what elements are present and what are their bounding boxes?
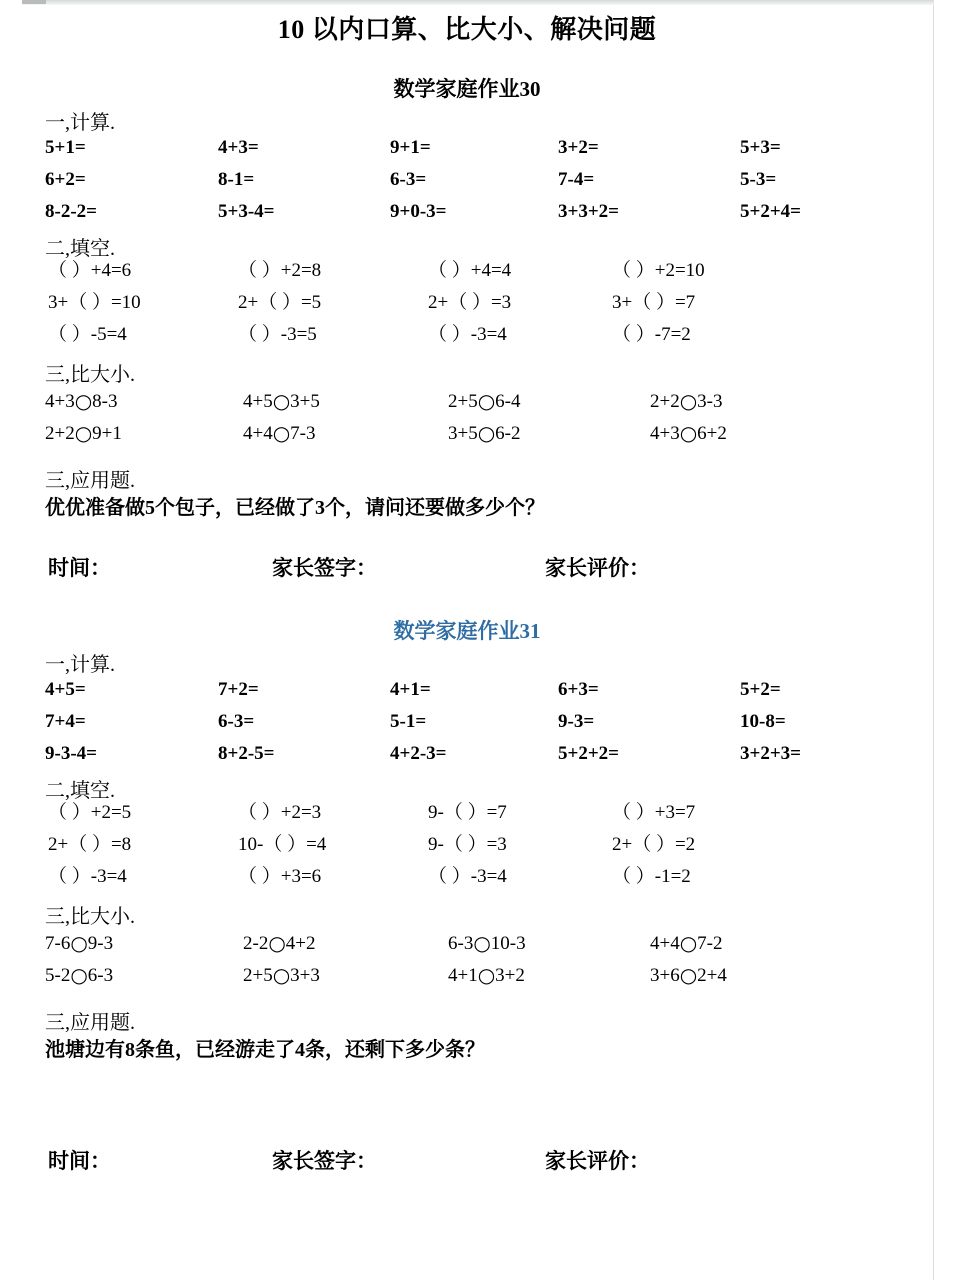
- compare-right-expression: 9+1: [92, 423, 122, 444]
- footer-row: [0, 1145, 934, 1175]
- compare-circle-icon[interactable]: ○: [679, 931, 698, 955]
- calculation-item: 5+2+4=: [740, 201, 801, 222]
- compare-item: [448, 388, 521, 415]
- compare-left-expression: 2+5: [243, 965, 273, 986]
- calculation-item: 5+2=: [740, 679, 781, 700]
- fill-blank-item: （ ）-3=4: [428, 324, 507, 345]
- calculation-row: [0, 135, 934, 161]
- word-problem-text-2: 池塘边有8条鱼，已经游走了4条，还剩下多少条？: [45, 1039, 485, 1061]
- calculation-item: 6+3=: [558, 679, 599, 700]
- calculation-row: [0, 741, 934, 767]
- compare-item: [448, 962, 525, 989]
- compare-right-expression: 6-2: [495, 423, 521, 444]
- footer-field: 家长签字：: [272, 556, 377, 580]
- calculation-item: 4+3=: [218, 137, 259, 158]
- fill-blank-item: （ ）-3=4: [428, 866, 507, 887]
- compare-left-expression: 2+5: [448, 391, 478, 412]
- section-heading-calculation-2: 一,计算.: [45, 654, 115, 676]
- compare-circle-icon[interactable]: ○: [74, 389, 93, 413]
- compare-right-expression: 7-3: [290, 423, 316, 444]
- compare-circle-icon[interactable]: ○: [679, 963, 698, 987]
- calculation-item: 9-3-4=: [45, 743, 97, 764]
- compare-circle-icon[interactable]: ○: [272, 389, 291, 413]
- compare-row: [0, 420, 934, 446]
- compare-left-expression: 2-2: [243, 933, 269, 954]
- footer-field: 时间：: [48, 556, 111, 580]
- fill-blank-row: [0, 290, 934, 316]
- compare-right-expression: 6+2: [697, 423, 727, 444]
- footer-field: 时间：: [48, 1149, 111, 1173]
- compare-right-expression: 8-3: [92, 391, 118, 412]
- compare-right-expression: 3+3: [290, 965, 320, 986]
- calculation-row: [0, 709, 934, 735]
- fill-blank-row: [0, 832, 934, 858]
- compare-left-expression: 2+2: [45, 423, 75, 444]
- calculation-item: 7+4=: [45, 711, 86, 732]
- compare-right-expression: 6-4: [495, 391, 521, 412]
- word-problem-text-1: 优优准备做5个包子，已经做了3个，请问还要做多少个？: [45, 497, 545, 519]
- compare-left-expression: 4+4: [243, 423, 273, 444]
- fill-blank-item: （ ）+3=6: [238, 866, 322, 887]
- compare-row: [0, 962, 934, 988]
- compare-right-expression: 3-3: [697, 391, 723, 412]
- calculation-item: 4+5=: [45, 679, 86, 700]
- fill-blank-item: （ ）+4=4: [428, 260, 512, 281]
- compare-right-expression: 3+5: [290, 391, 320, 412]
- compare-circle-icon[interactable]: ○: [74, 421, 93, 445]
- compare-item: [650, 930, 723, 957]
- calculation-item: 5-3=: [740, 169, 777, 190]
- compare-left-expression: 4+4: [650, 933, 680, 954]
- fill-blank-row: [0, 864, 934, 890]
- calculation-item: 8+2-5=: [218, 743, 275, 764]
- compare-left-expression: 3+6: [650, 965, 680, 986]
- footer-field: 家长评价：: [545, 556, 650, 580]
- compare-row: [0, 930, 934, 956]
- compare-left-expression: 4+3: [650, 423, 680, 444]
- section-heading-word-problem-2: 三,应用题.: [45, 1012, 135, 1034]
- fill-blank-item: 3+（ ）=7: [612, 292, 696, 313]
- compare-circle-icon[interactable]: ○: [272, 421, 291, 445]
- fill-blank-item: （ ）+3=7: [612, 802, 696, 823]
- fill-blank-item: 2+（ ）=3: [428, 292, 512, 313]
- calculation-item: 4+2-3=: [390, 743, 447, 764]
- fill-blank-item: 9-（ ）=3: [428, 834, 507, 855]
- calculation-item: 6+2=: [45, 169, 86, 190]
- calculation-item: 3+3+2=: [558, 201, 619, 222]
- footer-row: [0, 552, 934, 582]
- calculation-item: 8-1=: [218, 169, 255, 190]
- calculation-row: [0, 167, 934, 193]
- compare-item: [448, 420, 521, 447]
- calculation-item: 8-2-2=: [45, 201, 97, 222]
- section-heading-fill-blank-1: 二,填空.: [45, 238, 115, 260]
- compare-item: [650, 388, 723, 415]
- compare-item: [45, 420, 122, 447]
- fill-blank-item: （ ）+2=5: [48, 802, 132, 823]
- compare-item: [243, 930, 316, 957]
- section-heading-compare-1: 三,比大小.: [45, 364, 135, 386]
- compare-item: [243, 962, 320, 989]
- fill-blank-item: 2+（ ）=5: [238, 292, 322, 313]
- section-heading-fill-blank-2: 二,填空.: [45, 780, 115, 802]
- page-corner-marker: [22, 0, 46, 4]
- compare-left-expression: 3+5: [448, 423, 478, 444]
- calculation-item: 5+2+2=: [558, 743, 619, 764]
- calculation-item: 3+2+3=: [740, 743, 801, 764]
- compare-item: [243, 420, 316, 447]
- compare-item: [45, 388, 118, 415]
- worksheet-title-2: 数学家庭作业31: [393, 619, 541, 643]
- compare-circle-icon[interactable]: ○: [679, 389, 698, 413]
- compare-circle-icon[interactable]: ○: [477, 421, 496, 445]
- fill-blank-item: 10-（ ）=4: [238, 834, 327, 855]
- compare-right-expression: 9-3: [87, 933, 114, 954]
- fill-blank-item: （ ）+4=6: [48, 260, 132, 281]
- compare-circle-icon[interactable]: ○: [473, 931, 491, 955]
- calculation-item: 4+1=: [390, 679, 431, 700]
- calculation-item: 9+0-3=: [390, 201, 447, 222]
- calculation-item: 6-3=: [390, 169, 427, 190]
- calculation-row: [0, 677, 934, 703]
- fill-blank-row: [0, 800, 934, 826]
- footer-field: 家长评价：: [545, 1149, 650, 1173]
- compare-circle-icon[interactable]: ○: [268, 931, 286, 955]
- footer-field: 家长签字：: [272, 1149, 377, 1173]
- compare-left-expression: 6-3: [448, 933, 474, 954]
- compare-circle-icon[interactable]: ○: [477, 963, 496, 987]
- calculation-item: 5+1=: [45, 137, 86, 158]
- fill-blank-item: （ ）-3=4: [48, 866, 127, 887]
- fill-blank-item: 2+（ ）=2: [612, 834, 696, 855]
- compare-circle-icon[interactable]: ○: [477, 389, 496, 413]
- calculation-item: 9-3=: [558, 711, 595, 732]
- compare-right-expression: 6-3: [87, 965, 114, 986]
- fill-blank-item: 3+（ ）=10: [48, 292, 141, 313]
- fill-blank-item: （ ）-1=2: [612, 866, 691, 887]
- section-heading-calculation-1: 一,计算.: [45, 112, 115, 134]
- compare-right-expression: 7-2: [697, 933, 723, 954]
- calculation-item: 3+2=: [558, 137, 599, 158]
- compare-item: [650, 420, 727, 447]
- compare-item: [45, 962, 113, 989]
- calculation-item: 7+2=: [218, 679, 259, 700]
- compare-right-expression: 4+2: [285, 933, 316, 954]
- section-heading-compare-2: 三,比大小.: [45, 906, 135, 928]
- compare-left-expression: 7-6: [45, 933, 71, 954]
- compare-item: [448, 930, 526, 957]
- compare-left-expression: 4+1: [448, 965, 478, 986]
- compare-right-expression: 10-3: [490, 933, 526, 954]
- calculation-item: 9+1=: [390, 137, 431, 158]
- section-heading-word-problem-1: 三,应用题.: [45, 470, 135, 492]
- fill-blank-item: （ ）+2=3: [238, 802, 322, 823]
- compare-item: [650, 962, 727, 989]
- worksheet-title-1: 数学家庭作业30: [393, 77, 541, 101]
- fill-blank-item: （ ）-7=2: [612, 324, 691, 345]
- page-title: 10 以内口算、比大小、解决问题: [277, 15, 657, 44]
- calculation-row: [0, 199, 934, 225]
- compare-circle-icon[interactable]: ○: [70, 963, 88, 987]
- calculation-item: 5-1=: [390, 711, 427, 732]
- fill-blank-row: [0, 258, 934, 284]
- calculation-item: 7-4=: [558, 169, 595, 190]
- fill-blank-item: 2+（ ）=8: [48, 834, 132, 855]
- fill-blank-item: （ ）+2=10: [612, 260, 705, 281]
- page-top-edge: [22, 0, 934, 5]
- compare-left-expression: 2+2: [650, 391, 680, 412]
- compare-right-expression: 3+2: [495, 965, 525, 986]
- fill-blank-item: 9-（ ）=7: [428, 802, 507, 823]
- calculation-item: 5+3=: [740, 137, 781, 158]
- compare-circle-icon[interactable]: ○: [679, 421, 698, 445]
- fill-blank-row: [0, 322, 934, 348]
- compare-circle-icon[interactable]: ○: [272, 963, 291, 987]
- compare-left-expression: 4+3: [45, 391, 75, 412]
- compare-left-expression: 4+5: [243, 391, 273, 412]
- compare-left-expression: 5-2: [45, 965, 71, 986]
- compare-item: [45, 930, 113, 957]
- compare-right-expression: 2+4: [697, 965, 727, 986]
- fill-blank-item: （ ）-5=4: [48, 324, 127, 345]
- calculation-item: 5+3-4=: [218, 201, 275, 222]
- compare-item: [243, 388, 320, 415]
- calculation-item: 10-8=: [740, 711, 786, 732]
- fill-blank-item: （ ）-3=5: [238, 324, 317, 345]
- compare-row: [0, 388, 934, 414]
- fill-blank-item: （ ）+2=8: [238, 260, 322, 281]
- calculation-item: 6-3=: [218, 711, 255, 732]
- compare-circle-icon[interactable]: ○: [70, 931, 88, 955]
